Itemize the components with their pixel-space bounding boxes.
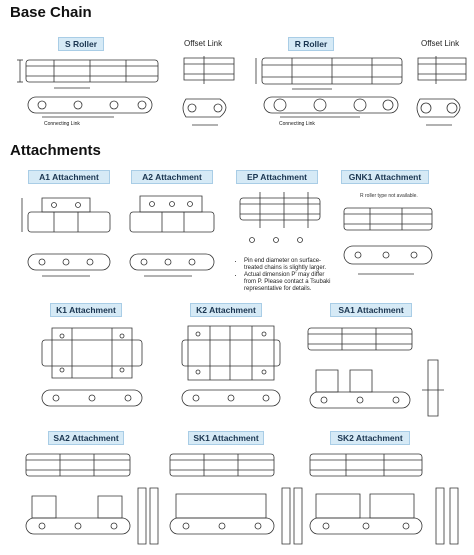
label-k2-attachment: K2 Attachment xyxy=(190,303,262,317)
a1-attachment-drawing xyxy=(18,190,118,282)
label-a2-attachment: A2 Attachment xyxy=(131,170,213,184)
r-roller-plan-drawing xyxy=(250,93,412,123)
label-k1-attachment: K1 Attachment xyxy=(50,303,122,317)
gnk1-note: R roller type not available. xyxy=(360,193,418,199)
gnk1-attachment-drawing xyxy=(338,200,438,284)
k1-attachment-drawing xyxy=(32,318,152,418)
label-offset-link-1: Offset Link xyxy=(184,39,223,48)
label-gnk1-attachment: GNK1 Attachment xyxy=(341,170,429,184)
sk2-attachment-drawing xyxy=(304,448,468,552)
label-sa1-attachment: SA1 Attachment xyxy=(330,303,412,317)
k2-attachment-drawing xyxy=(176,318,286,418)
label-connecting-link-2: Connecting Link xyxy=(279,121,315,127)
label-sk1-attachment: SK1 Attachment xyxy=(188,431,264,445)
label-r-roller: R Roller xyxy=(288,37,334,51)
ep-note-1: • Pin end diameter on surface-treated chains is slightly larger. xyxy=(244,258,333,272)
a2-attachment-drawing xyxy=(122,190,222,282)
offset-link-1-plan-drawing xyxy=(180,95,236,131)
sa1-attachment-drawing xyxy=(302,320,468,420)
s-roller-side-drawing xyxy=(14,52,166,92)
offset-link-1-drawing xyxy=(180,52,238,90)
ep-note-2: • Actual dimension P' may differ from P. Please contact a Tsubaki representative for details. xyxy=(244,272,333,293)
label-s-roller: S Roller xyxy=(58,37,104,51)
ep-notes xyxy=(237,258,333,293)
section-title-attachments: Attachments xyxy=(10,142,101,159)
label-sa2-attachment: SA2 Attachment xyxy=(48,431,124,445)
sa2-attachment-drawing xyxy=(20,448,160,552)
s-roller-plan-drawing xyxy=(14,93,166,123)
r-roller-side-drawing xyxy=(250,52,412,92)
offset-link-2-drawing xyxy=(414,52,470,90)
ep-attachment-drawing xyxy=(230,188,330,248)
label-offset-link-2: Offset Link xyxy=(421,39,460,48)
label-connecting-link-1: Connecting Link xyxy=(44,121,80,127)
label-a1-attachment: A1 Attachment xyxy=(28,170,110,184)
offset-link-2-plan-drawing xyxy=(414,95,470,131)
section-title-base-chain: Base Chain xyxy=(10,4,92,21)
label-sk2-attachment: SK2 Attachment xyxy=(330,431,410,445)
label-ep-attachment: EP Attachment xyxy=(236,170,318,184)
sk1-attachment-drawing xyxy=(164,448,304,552)
